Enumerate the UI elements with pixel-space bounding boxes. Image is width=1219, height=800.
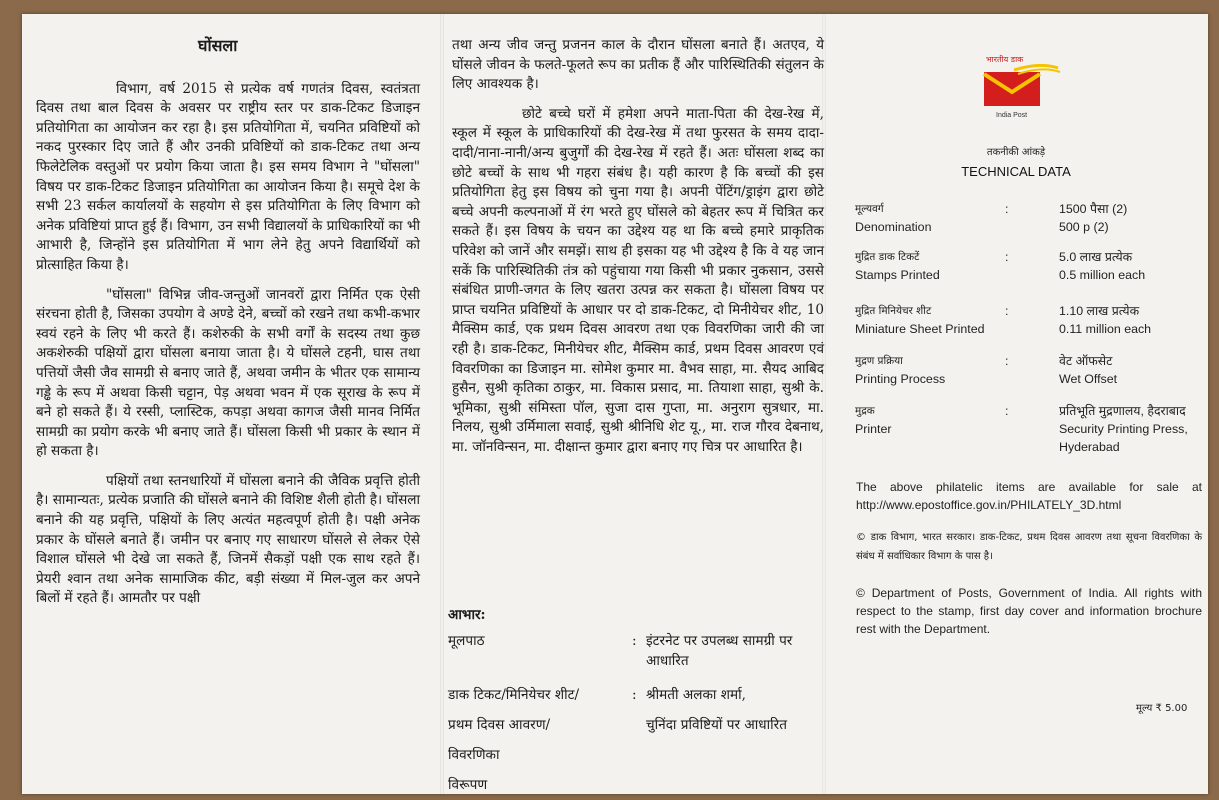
price-label: मूल्य ₹ 5.00 — [1136, 703, 1188, 714]
copyright-english: © Department of Posts, Government of India. All rights with respect to the stamp, first day cover and information brochure rest with the Department. — [856, 586, 1202, 636]
text-column-middle — [452, 36, 824, 457]
india-post-logo — [970, 54, 1070, 124]
acknowledgement-row: विरूपण — [448, 777, 488, 793]
spec-denomination: मूल्यवर्ग : 1500 पैसा (2) Denomination 500 p (2) — [855, 202, 1128, 234]
paragraph: तथा अन्य जीव जन्तु प्रजनन काल के दौरान घोंसला बनाते हैं। अतएव, ये घोंसले जीवन के फलते-फूलते रूप का प्रतीक हैं और पारिस्थितिकी संतुलन के लिए आवश्यक है। — [452, 37, 824, 93]
spec-stamps-printed: मुद्रित डाक टिकटें : 5.0 लाख प्रत्येक Stamps Printed 0.5 million each — [855, 250, 1146, 282]
page-title: घोंसला — [198, 36, 238, 55]
brochure-sheet — [22, 14, 1208, 794]
logo-english-text: India Post — [996, 112, 1028, 119]
acknowledgement-heading: आभार: — [448, 607, 486, 623]
paragraph: छोटे बच्चे घरों में हमेशा अपने माता-पिता की देख-रेख में, स्कूल में स्कूल के प्राधिकारियों की देख-रेख में तथा फुरसत के समय दादा-दादी/नाना-नानी/अन्य बुजुर्गों की देख-रेख में रहते हैं। अतः घोंसला शब्द का छोटे बच्चों के साथ भी गहरा संबंध है। यही कारण है कि बच्चों की इस प्रतियोगिता हेतु इस विषय को चुना गया है। अपनी पेंटिंग/ड्राइंग द्वारा छोटे बच्चे अपनी कल्पनाओं में रंग भरते हुए घोंसले को बेहतर रूप में चित्रित कर सकते हैं। इस विषय के चयन का उद्देश्य यह था कि बच्चे हमारे प्राकृतिक परिवेश को जानें और समझें। साथ ही इसका यह भी उद्देश्य है कि वे यह जान सकें कि पारिस्थितिकी तंत्र को पहुंचाया गया किसी भी प्रकार नुकसान, उससे संबंधित प्राणी-जगत के लिए खतरा उत्पन्न कर सकता है। घोंसला विषय पर प्राप्त चयनित प्रविष्टियों के आधार पर दो डाक-टिकट, दो मिनीयेचर शीट, 10 मैक्सिम कार्ड, एक प्रथम दिवस आवरण तथा एक विवरणिका जारी की जा रही है। डाक-टिकट, मिनीयेचर शीट, मैक्सिम कार्ड, प्रथम दिवस आवरण एवं विवरणिका का डिजाइन मा. सोमेश कुमार मा. वैभव साहा, मा. सैयद आबिद हुसैन, सुश्री कृतिका ठाकुर, मा. विकास प्रसाद, मा. तियाशा साहा, सुश्री के. भूमिका, सुश्री संमिस्ता पॉल, सुजा दास गुप्ता, मा. अनुराग सुत्रधार, मा. निलय, सुश्री उर्मिमाला सवाई, सुश्री श्रीनिधि शेट यू., मा. राज गौरव देबनाथ, मा. जॉनविन्सन, मा. दीक्षान्त कुमार द्वारा बनाए गए चित्र पर आधारित है। — [452, 105, 824, 455]
logo-hindi-text: भारतीय डाक — [986, 55, 1024, 64]
acknowledgement-row: आधारित — [646, 653, 689, 669]
copyright-hindi: © डाक विभाग, भारत सरकार। डाक-टिकट, प्रथम दिवस आवरण तथा सूचना विवरणिका के संबंध में सर्वाधिकार विभाग के पास है। — [856, 532, 1202, 562]
acknowledgement-row: विवरणिका — [448, 747, 500, 763]
paragraph: विभाग, वर्ष 2015 से प्रत्येक वर्ष गणतंत्र दिवस, स्वतंत्रता दिवस तथा बाल दिवस के अवसर पर राष्ट्रीय स्तर पर डाक-टिकट डिजाइन प्रतियोगिता का आयोजन कर रहा है। इस प्रतियोगिता में, चयनित प्रविष्टियों को नकद पुरस्कार दिए जाते हैं और उनकी प्रविष्टियों को डाक-टिकट तथा अन्य फिलेटेलिक वस्तुओं पर प्रयोग किया जाता है। इस समय विभाग ने "घोंसला" विषय पर डाक-टिकट डिजाइन प्रतियोगिता का आयोजन किया है। समूचे देश के सभी 23 सर्कल कार्यालयों के सहयोग से इस प्रतियोगिता के लिए विभाग को अनेक प्रविष्टियां प्राप्त हुई हैं। विभाग, उन सभी विद्यालयों के प्राधिकारियों का भी आभारी है, जिन्होंने इस प्रतियोगिता में भाग लेने हेतु अपने विद्यार्थियों को प्रोत्साहित किया है। — [36, 80, 420, 273]
acknowledgement-section — [448, 604, 818, 795]
text-column-left — [36, 14, 420, 609]
paragraph: पक्षियों तथा स्तनधारियों में घोंसला बनाने की जैविक प्रवृत्ति होती है। सामान्यतः, प्रत्येक प्रजाति की घोंसले बनाने की विशिष्ट शैली होती है। घोंसला बनाने की यह प्रवृत्ति, पक्षियों के लिए अत्यंत महत्वपूर्ण होती है। पक्षी अनेक प्रकार के घोंसले बनाते हैं। जमीन पर बनाए गए साधारण घोंसले से लेकर ऐसे विशाल घोंसले भी देखे जा सकते हैं, जिनमें सैकड़ों पक्षी एक साथ रहते हैं। प्रेयरी श्वान तथा अनेक सामाजिक कीट, बड़ी संख्या में मिल-जुल कर अपने बिलों में रहते हैं। आमतौर पर पक्षी — [36, 472, 420, 607]
acknowledgement-row: मूलपाठ : इंटरनेट पर उपलब्ध सामग्री पर — [448, 633, 793, 649]
paragraph: "घोंसला" विभिन्न जीव-जन्तुओं जानवरों द्वारा निर्मित एक ऐसी संरचना होती है, जिसका उपयोग वे अण्डे देने, बच्चों को रखने तथा कभी-कभार स्वयं रहने के लिए भी करते हैं। कशेरुकी के सभी वर्गों के सदस्य तथा कुछ अकशेरुकी पक्षियों द्वारा घोंसला बनाया जाता है। ये घोंसले टहनी, घास तथा पत्तियों जैसी जैव सामग्री से बनाए जाते हैं, अथवा जमीन के भीतर एक सामान्य गड्ढे के रूप में अथवा किसी चट्टान, पेड़ अथवा भवन में एक सूराख के रूप में बने हो सकते हैं। ये रस्सी, प्लास्टिक, कपड़ा अथवा कागज जैसी मानव निर्मित सामग्री का प्रयोग करके भी बनाए जाते हैं। घोंसला किसी भी प्रकार के स्थान में हो सकता है। — [36, 286, 420, 460]
tech-heading: TECHNICAL DATA — [961, 164, 1071, 179]
india-post-emblem-icon — [974, 64, 1064, 114]
acknowledgement-row: प्रथम दिवस आवरण/ चुनिंदा प्रविष्टियों पर आधारित — [448, 717, 787, 733]
acknowledgement-row: डाक टिकट/मिनियेचर शीट/ : श्रीमती अलका शर्मा, — [448, 687, 746, 703]
fold-line-left — [440, 14, 444, 794]
spec-printer: मुद्रक : प्रतिभूति मुद्रणालय, हैदराबाद Printer Security Printing Press, Hyderabad — [855, 404, 1188, 454]
spec-miniature-sheet: मुद्रित मिनियेचर शीट : 1.10 लाख प्रत्येक Miniature Sheet Printed 0.11 million each — [855, 304, 1152, 336]
spec-printing-process: मुद्रण प्रक्रिया : वेट ऑफसेट Printing Process Wet Offset — [855, 354, 1118, 386]
tech-heading-hindi: तकनीकी आंकड़े — [986, 147, 1046, 158]
availability-note: The above philatelic items are available for sale at http://www.epostoffice.gov.in/PHILATELY_3D.html — [856, 480, 1202, 512]
